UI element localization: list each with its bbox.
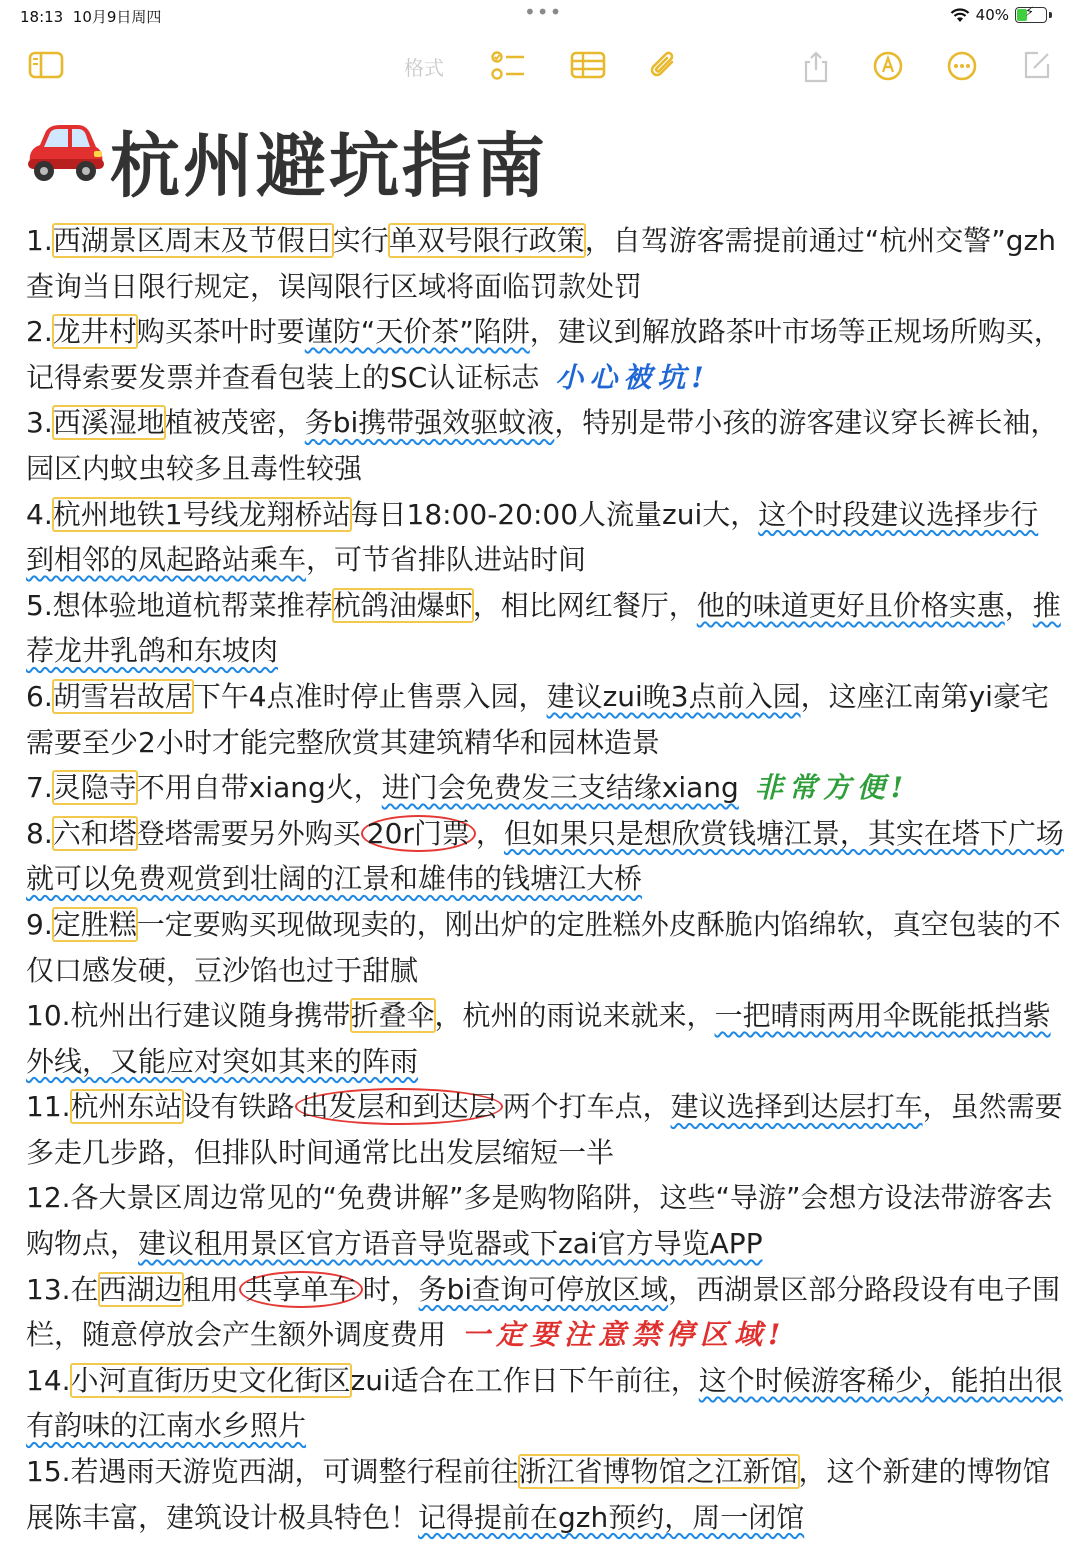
note-text: 植被茂密，: [164, 406, 305, 440]
handwritten-annotation: 非常方便!: [754, 771, 910, 805]
note-item-6: [26, 674, 1066, 765]
note-text: 时，: [362, 1272, 419, 1306]
note-title-text: 杭州避坑指南: [110, 124, 548, 207]
note-item-13: [26, 1267, 1066, 1358]
note-text: 10.杭州出行建议随身携带: [26, 999, 351, 1033]
handwritten-annotation: 一定要注意禁停区域!: [462, 1318, 787, 1352]
sidebar-icon[interactable]: [28, 50, 64, 80]
note-text: 11.: [26, 1090, 71, 1124]
highlight-box: 杭鸽油爆虾: [332, 588, 473, 622]
note-text: 3.: [26, 406, 53, 440]
note-text: ，特别是带小孩的游客建议穿长裤长袖，园区内蚊虫较多且毒性较强: [26, 406, 1059, 485]
note-text: 2.: [26, 315, 53, 349]
more-icon[interactable]: [946, 50, 978, 82]
note-item-11: [26, 1084, 1066, 1175]
note-text: ，可节省排队进站时间: [306, 543, 587, 577]
note-text: 设有铁路: [182, 1090, 295, 1124]
highlight-box: 西湖景区周末及节假日: [52, 224, 333, 257]
highlight-box: 浙江省博物馆之江新馆: [518, 1455, 799, 1489]
note-text: ，西湖景区部分路段设有电子围栏，随意停放会产生额外调度费用: [26, 1272, 1061, 1352]
note-text: 两个打车点，: [502, 1090, 671, 1124]
status-bar: [0, 0, 1080, 32]
note-text: 购买茶叶时要: [136, 315, 305, 349]
wavy-underline-text: 务bi查询可停放区域: [418, 1272, 669, 1306]
note-text: 12.各大景区周边常见的“免费讲解”多是购物陷阱，这些“导游”会想方设法带游客去购物点，: [26, 1181, 1053, 1261]
battery-icon: ⚡: [1015, 7, 1047, 23]
note-text: ，这个新建的博物馆展陈丰富，建筑设计极具特色！: [26, 1455, 1051, 1534]
note-text: 4.: [26, 497, 53, 531]
attachment-icon[interactable]: [648, 50, 680, 84]
note-text: 每日18:00-20:00人流量zui大，: [350, 497, 759, 531]
highlight-box: 小河直街历史文化街区: [70, 1363, 351, 1397]
wavy-underline-text: 建议选择到达层打车: [670, 1090, 923, 1124]
note-text: ，: [475, 816, 504, 850]
wavy-underline-text: 建议zui晚3点前入园: [546, 679, 801, 713]
compose-icon[interactable]: [1022, 50, 1052, 80]
highlight-box: 六和塔: [52, 816, 137, 850]
wavy-underline-text: 一把晴雨两用伞既能抵挡紫外线，又能应对突如其来的阵雨: [26, 999, 1051, 1078]
wavy-underline-text: 记得提前在gzh预约，周一闭馆: [418, 1500, 805, 1534]
wavy-underline-text: 务bi携带强效驱蚊液: [304, 406, 555, 440]
note-text: 8.: [26, 816, 53, 850]
note-item-15: [26, 1449, 1066, 1540]
note-text: 登塔需要另外购买: [136, 816, 361, 850]
note-text: 14.: [26, 1363, 71, 1397]
note-text: 13.在: [26, 1272, 99, 1306]
status-right: [950, 6, 1052, 24]
format-button[interactable]: 格式: [404, 56, 444, 80]
wavy-underline-text: 这个时段建议选择步行到相邻的凤起路站乘车: [26, 497, 1039, 577]
highlight-box: 杭州东站: [70, 1090, 183, 1124]
highlight-box: 杭州地铁1号线龙翔桥站: [52, 497, 351, 531]
note-item-12: [26, 1175, 1066, 1266]
note-item-5: [26, 583, 1066, 674]
wavy-underline-text: 进门会免费发三支结缘xiang: [381, 771, 739, 805]
wavy-underline-text: 这个时候游客稀少，能拍出很有韵味的江南水乡照片: [26, 1363, 1063, 1443]
battery-percent: 40%: [975, 6, 1009, 24]
status-time: 18:13 10月9日周四: [20, 8, 162, 26]
circled-text: 共享单车: [239, 1271, 363, 1308]
markup-icon[interactable]: [872, 50, 904, 82]
note-item-4: [26, 492, 1066, 583]
highlight-box: 折叠伞: [350, 999, 435, 1033]
note-item-14: [26, 1358, 1066, 1449]
circled-text: 20r门票: [361, 815, 476, 852]
highlight-box: 龙井村: [52, 315, 137, 349]
highlight-box: 胡雪岩故居: [52, 679, 193, 713]
wifi-icon: [950, 8, 970, 23]
note-text: ，这座江南第yi豪宅需要至少2小时才能完整欣赏其建筑精华和园林造景: [26, 679, 1049, 759]
note-item-9: [26, 902, 1066, 993]
note-text: ，相比网红餐厅，: [472, 588, 697, 622]
circled-text: 出发层和到达层: [295, 1088, 503, 1125]
note-text: 9.: [26, 907, 53, 941]
multitasking-dots[interactable]: •••: [524, 0, 563, 24]
note-item-3: [26, 400, 1066, 491]
note-text: 6.: [26, 679, 53, 713]
note-text: 1.: [26, 224, 53, 257]
note-text: zui适合在工作日下午前往，: [350, 1363, 699, 1397]
wavy-underline-text: 建议租用景区官方语音导览器或下zai官方导览APP: [138, 1227, 763, 1261]
note-text: ，: [1004, 588, 1033, 622]
handwritten-annotation: 小心被坑!: [555, 360, 710, 394]
note-text: ，自驾游客需提前通过“杭州交警”gzh查询当日限行规定，误闯限行区域将面临罚款处罚: [26, 224, 1056, 303]
note-text: 不用自带xiang火，: [136, 771, 382, 805]
note-text: 一定要购买现做现卖的，刚出炉的定胜糕外皮酥脆内馅绵软，真空包装的不仅口感发硬，豆沙馅也过于甜腻: [26, 907, 1061, 987]
note-text: ，杭州的雨说来就来，: [434, 999, 715, 1033]
highlight-box: 灵隐寺: [52, 771, 137, 805]
highlight-box: 定胜糕: [52, 907, 137, 941]
wavy-underline-text: 他的味道更好且价格实惠: [696, 588, 1005, 622]
note-text: 15.若遇雨天游览西湖，可调整行程前往: [26, 1455, 519, 1489]
highlight-box: 西溪湿地: [52, 406, 165, 440]
note-item-1: [26, 218, 1066, 309]
note-item-7: [26, 765, 1066, 811]
wavy-underline-text: 谨防“天价茶”陷阱: [304, 315, 530, 349]
note-text: 租用: [182, 1272, 239, 1306]
notes-toolbar: [0, 40, 1080, 92]
note-item-8: [26, 811, 1066, 902]
highlight-box: 单双号限行政策: [388, 224, 585, 257]
wavy-underline-text: 但如果只是想欣赏钱塘江景，其实在塔下广场就可以免费观赏到壮阔的江景和雄伟的钱塘江大桥: [26, 816, 1064, 896]
note-text: ，虽然需要多走几步路，但排队时间通常比出发层缩短一半: [26, 1090, 1063, 1169]
note-item-2: [26, 309, 1066, 400]
note-text: 7.: [26, 771, 53, 805]
table-icon[interactable]: [570, 50, 606, 80]
car-icon: [24, 119, 106, 202]
note-body[interactable]: [26, 218, 1066, 1540]
highlight-box: 西湖边: [98, 1272, 183, 1306]
note-text: 下午4点准时停止售票入园，: [192, 679, 547, 713]
checklist-icon[interactable]: [490, 50, 526, 82]
note-item-10: [26, 993, 1066, 1084]
note-text: ，建议到解放路茶叶市场等正规场所购买，记得索要发票并查看包装上的SC认证标志: [26, 315, 1062, 394]
note-text: 实行: [332, 224, 389, 257]
note-text: 5.想体验地道杭帮菜推荐: [26, 588, 333, 622]
note-title[interactable]: [24, 112, 548, 208]
wavy-underline-text: 推荐龙井乳鸽和东坡肉: [26, 588, 1061, 668]
share-icon[interactable]: [802, 50, 830, 84]
